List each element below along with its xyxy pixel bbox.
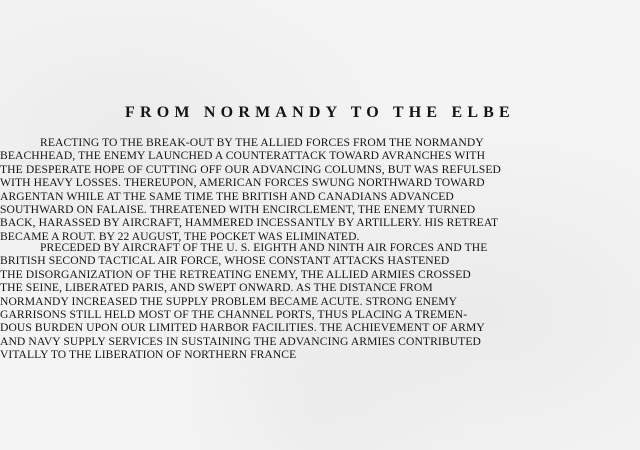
paragraph-2 [0,241,640,362]
paragraph-2-line: VITALLY TO THE LIBERATION OF NORTHERN FRANCE [0,348,297,362]
paragraph-1-line: SOUTHWARD ON FALAISE. THREATENED WITH ENCIRCLEMENT, THE ENEMY TURNED [0,202,476,216]
paragraph-2-line: NORMANDY INCREASED THE SUPPLY PROBLEM BECAME ACUTE. STRONG ENEMY [0,294,458,308]
paragraph-1-line: BEACHHEAD, THE ENEMY LAUNCHED A COUNTERATTACK TOWARD AVRANCHES WITH [0,149,486,163]
paragraph-1-line: ARGENTAN WHILE AT THE SAME TIME THE BRITISH AND CANADIANS ADVANCED [0,189,454,203]
inscription-title: FROM NORMANDY TO THE ELBE [125,104,515,121]
paragraph-2-line: AND NAVY SUPPLY SERVICES IN SUSTAINING THE ADVANCING ARMIES CONTRIBUTED [0,334,481,348]
paragraph-1 [0,136,640,243]
paragraph-1-line: BECAME A ROUT. BY 22 AUGUST, THE POCKET WAS ELIMINATED. [0,229,360,243]
paragraph-2-line: PRECEDED BY AIRCRAFT OF THE U. S. EIGHTH AND NINTH AIR FORCES AND THE [40,241,488,254]
paragraph-1-line: REACTING TO THE BREAK-OUT BY THE ALLIED FORCES FROM THE NORMANDY [40,136,484,149]
paragraph-2-line: DOUS BURDEN UPON OUR LIMITED HARBOR FACILITIES. THE ACHIEVEMENT OF ARMY [0,321,485,335]
paragraph-2-line: BRITISH SECOND TACTICAL AIR FORCE, WHOSE CONSTANT ATTACKS HASTENED [0,254,450,268]
paragraph-1-line: THE DESPERATE HOPE OF CUTTING OFF OUR ADVANCING COLUMNS, BUT WAS REFULSED [0,162,501,176]
paragraph-2-line: THE DISORGANIZATION OF THE RETREATING ENEMY, THE ALLIED ARMIES CROSSED [0,267,471,281]
paragraph-1-line: WITH HEAVY LOSSES. THEREUPON, AMERICAN FORCES SWUNG NORTHWARD TOWARD [0,176,485,190]
paragraph-2-line: THE SEINE, LIBERATED PARIS, AND SWEPT ONWARD. AS THE DISTANCE FROM [0,281,433,295]
paragraph-1-line: BACK, HARASSED BY AIRCRAFT, HAMMERED INCESSANTLY BY ARTILLERY. HIS RETREAT [0,216,499,230]
paragraph-2-line: GARRISONS STILL HELD MOST OF THE CHANNEL PORTS, THUS PLACING A TREMEN- [0,307,468,321]
